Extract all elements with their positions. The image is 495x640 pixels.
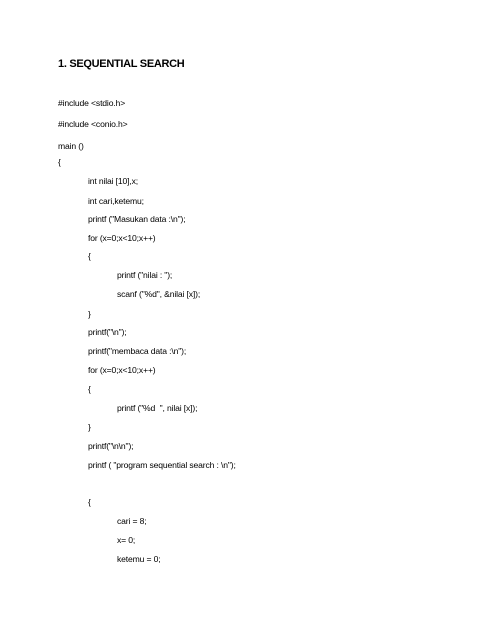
code-line: #include <stdio.h> bbox=[58, 98, 126, 108]
code-line: printf("membaca data :\n"); bbox=[88, 346, 187, 356]
code-line: printf("\n"); bbox=[88, 327, 127, 337]
code-line: { bbox=[88, 251, 91, 261]
code-line: int nilai [10],x; bbox=[88, 176, 138, 186]
code-line: printf("\n\n"); bbox=[88, 441, 134, 451]
code-line: x= 0; bbox=[117, 535, 136, 545]
code-line: printf ("%d ", nilai [x]); bbox=[117, 403, 198, 413]
code-line: { bbox=[88, 384, 91, 394]
code-line: main () bbox=[58, 141, 84, 151]
code-line: cari = 8; bbox=[117, 516, 147, 526]
code-line: for (x=0;x<10;x++) bbox=[88, 365, 156, 375]
code-line: printf ( "program sequential search : \n"); bbox=[88, 460, 236, 470]
section-title: 1. SEQUENTIAL SEARCH bbox=[58, 58, 185, 70]
code-line: printf ("nilai : "); bbox=[117, 270, 173, 280]
code-line: } bbox=[88, 309, 91, 319]
code-line: { bbox=[88, 497, 91, 507]
code-line: printf ("Masukan data :\n"); bbox=[88, 214, 186, 224]
code-line: int cari,ketemu; bbox=[88, 196, 144, 206]
code-line: #include <conio.h> bbox=[58, 119, 128, 129]
code-line: { bbox=[58, 157, 61, 167]
code-line: scanf ("%d", &nilai [x]); bbox=[117, 289, 201, 299]
code-line: for (x=0;x<10;x++) bbox=[88, 233, 156, 243]
code-line: ketemu = 0; bbox=[117, 554, 161, 564]
code-line: } bbox=[88, 422, 91, 432]
